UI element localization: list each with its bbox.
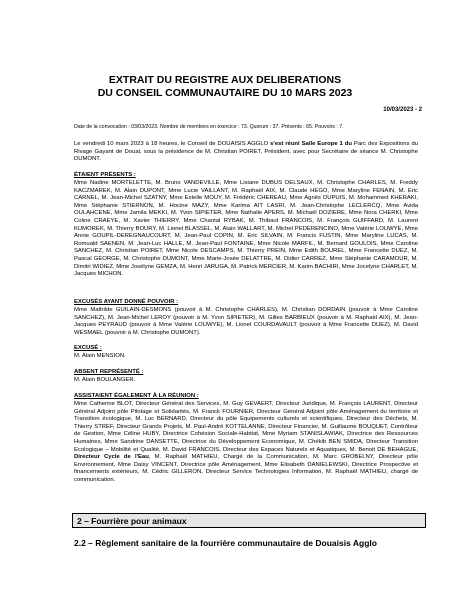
excuse-heading: EXCUSÉ : — [74, 345, 102, 351]
assistaient-text-2: , M. Raphaël MATHIEU, Chargé de la Communication, M. Marc GROBELNY, Directeur pôle Environnement, Mme Daisy VINCENT, Directrice pôle Aménagement, Mme Elisabeth DANIELEWSKI, Directrice Prospective et financements extérieurs, M. Cédric GILLERON, Directeur Service Technologies Information, M. Raphaël MATHIEU, chargé de communication. — [74, 454, 418, 483]
absent-text: M. Alain BOULANGER. — [74, 377, 136, 383]
deliberation-reference: 10/03/2023 - 2 — [383, 107, 422, 113]
intro-text-2: Parc des Expositions du Rivage Gayant de Douai, sous la présidence de M. Christian POIRET, Président, avec pour Secrétaire de séance M. Christophe DUMONT. — [74, 141, 418, 163]
presents-list: Mme Nadine MORTELETTE, M. Bruno VANDEVILLE, Mme Lisiane DUBUS DELSAUX, M. Christophe CHARLES, M. Freddy KACZMAREK, M. Alain DUPONT, Mme Lucie VAILLANT, M. Raphaël AIX, M. Claude HEGO, Mme Maryline FENAIN, M. Eric CARNEL, M. Jean-Michel SZATNY, Mme Estelle MOUY, M. Frédéric CHEREAU, Mme Agnès DUPUIS, M. Mohammed KHERAKI, Mme Stéphanie STIERNON, M. Hocine MAZY, Mme Karima AIT LASRI, M. Jean-Christophe LECLERCQ, Mme Avida OULAHCENE, Mme Jamila MEKKI, M. Yvon SIPIETER, Mme Nathalie APERS, M. Michaël DOZIERE, Mme Nora CHERKI, Mme Coline CRAEYE, M. Xavier THIERRY, Mme Chantal RYBAK, M. Thibaut FRANCOIS, M. François GUIFFARD, M. Laurent KUMOREK, M. Thierry BOURY, M. Lionel BLASSEL, M. Alain WALLART, M. Michel PEDERENCINO, Mme Valérie LOUWYE, Mme Annie GOUPIL-DEREGNAUCOURT, M. Jean-Paul COPIN, M. Eric SILVAIN, M. Francis FUSTIN, Mme Maryline LUCAS, M. Romuald SAENEN, M. Jean-Luc HALLE, M. Jean-Paul FONTAINE, Mme Nicole MARFIL, M. Bernard GOULOIS, Mme Caroline SANCHEZ, M. Christian POIRET, Mme Nicole DESCAMPS, M. Thierry PREIN, Mme Edith BOUREL, Mme Francette DUEZ, M. Pascal GEORGE, M. Christophe DUMONT, Mme Marie-Josée DELATTRE, M. Didier CARREZ, Mme Stéphanie CARAMOUR, M. Dimitri WIDIEZ, Mme Josélyne GEMZA, M. Henri JARUGA, M. Patrick MERCIER, M. Karim BACHIRI, Mme Jocelyne CHARLET, M. Jacques MICHON. — [74, 180, 418, 278]
excuses-pouvoir-heading: EXCUSÉS AYANT DONNÉ POUVOIR : — [74, 299, 179, 305]
intro-text-1: Le vendredi 10 mars 2023 à 18 heures, le Conseil de DOUAISIS AGGLO — [74, 141, 271, 147]
assistaient-heading: ASSISTAIENT ÉGALEMENT À LA RÉUNION : — [74, 393, 199, 399]
excuses-pouvoir-list: Mme Mathilde GUILAIN-DESMONS (pouvoir à M. Christophe CHARLES), M. Christian DORDAIN (pouvoir à Mme Caroline SANCHEZ), M. Jean-Michel LEROY (pouvoir à M. Yvon SIPIETER), M. Gilles BARBIEUX (pouvoir à M. Raphaël AIX), M. Jean-Jacques PEYRAUD (pouvoir à Mme Valérie LOUWYE), M. Lionel COURDAVAULT (pouvoir à Mme Francette DUEZ), M. David WESMAEL (pouvoir à M. Christophe DUMONT). — [74, 307, 418, 336]
assistaient-text-1: Mme Catherine BLOT, Directeur Général des Services, M. Guy GEVAERT, Directeur Juridique, M. François LAURENT, Directeur Général Adjoint pôle Pilotage et Solidarités, M. Franck FOURNIER, Directeur Général Adjoint pôle Aménagement du territoire et Transition écologique, M. Luc BERNARD, Directeur du pôle Equipements culturels et scientifiques, Directeur des Déchets, M. Thierry STREF, Directeur Grands Projets, M. Paul-André KOTTELANNE, Directeur Financier, M. Guillaume BOUQUET, Contrôleur de Gestion, Mme Céline HUBY, Directrice Cohésion Sociale-Habitat, Mme Myriam STANISLAWIAK, Directrice des Ressources Humaines, Mme Sandrine DANSETTE, Directrice du Développement Economique, M. Chékib BEN SMIDA, Directeur Transition Ecologique – Mobilité et Qualité, M. David FRANCOIS, Directeur des Espaces Naturels et Aquatiques, M. Benoit DE BEHAGUE, — [74, 401, 418, 453]
convocation-meta: Date de la convocation : 03/03/2023. Nombre de membres en exercice : 73. Quorum : 37. Présents : 65. Pouvoirs : 7. — [74, 124, 344, 130]
intro-text-bold: s'est réuni Salle Europe 1 du — [270, 141, 352, 147]
section-title: 2 – Fourrière pour animaux — [77, 516, 187, 526]
document-title-line1: EXTRAIT DU REGISTRE AUX DELIBERATIONS — [108, 74, 342, 86]
document-title-line2: DU CONSEIL COMMUNAUTAIRE DU 10 MARS 2023 — [97, 87, 353, 99]
intro-paragraph — [74, 141, 418, 164]
assistaient-list — [74, 401, 418, 485]
assistaient-text-bold: Directeur Cycle de l'Eau — [74, 454, 149, 461]
absent-heading: ABSENT REPRÉSENTÉ : — [74, 369, 144, 375]
subsection-title: 2.2 – Règlement sanitaire de la fourrière communautaire de Douaisis Agglo — [74, 538, 377, 548]
excuse-text: M. Alain MENSION. — [74, 353, 126, 359]
presents-heading: ÉTAIENT PRÉSENTS : — [74, 172, 136, 178]
section-header — [72, 513, 426, 528]
